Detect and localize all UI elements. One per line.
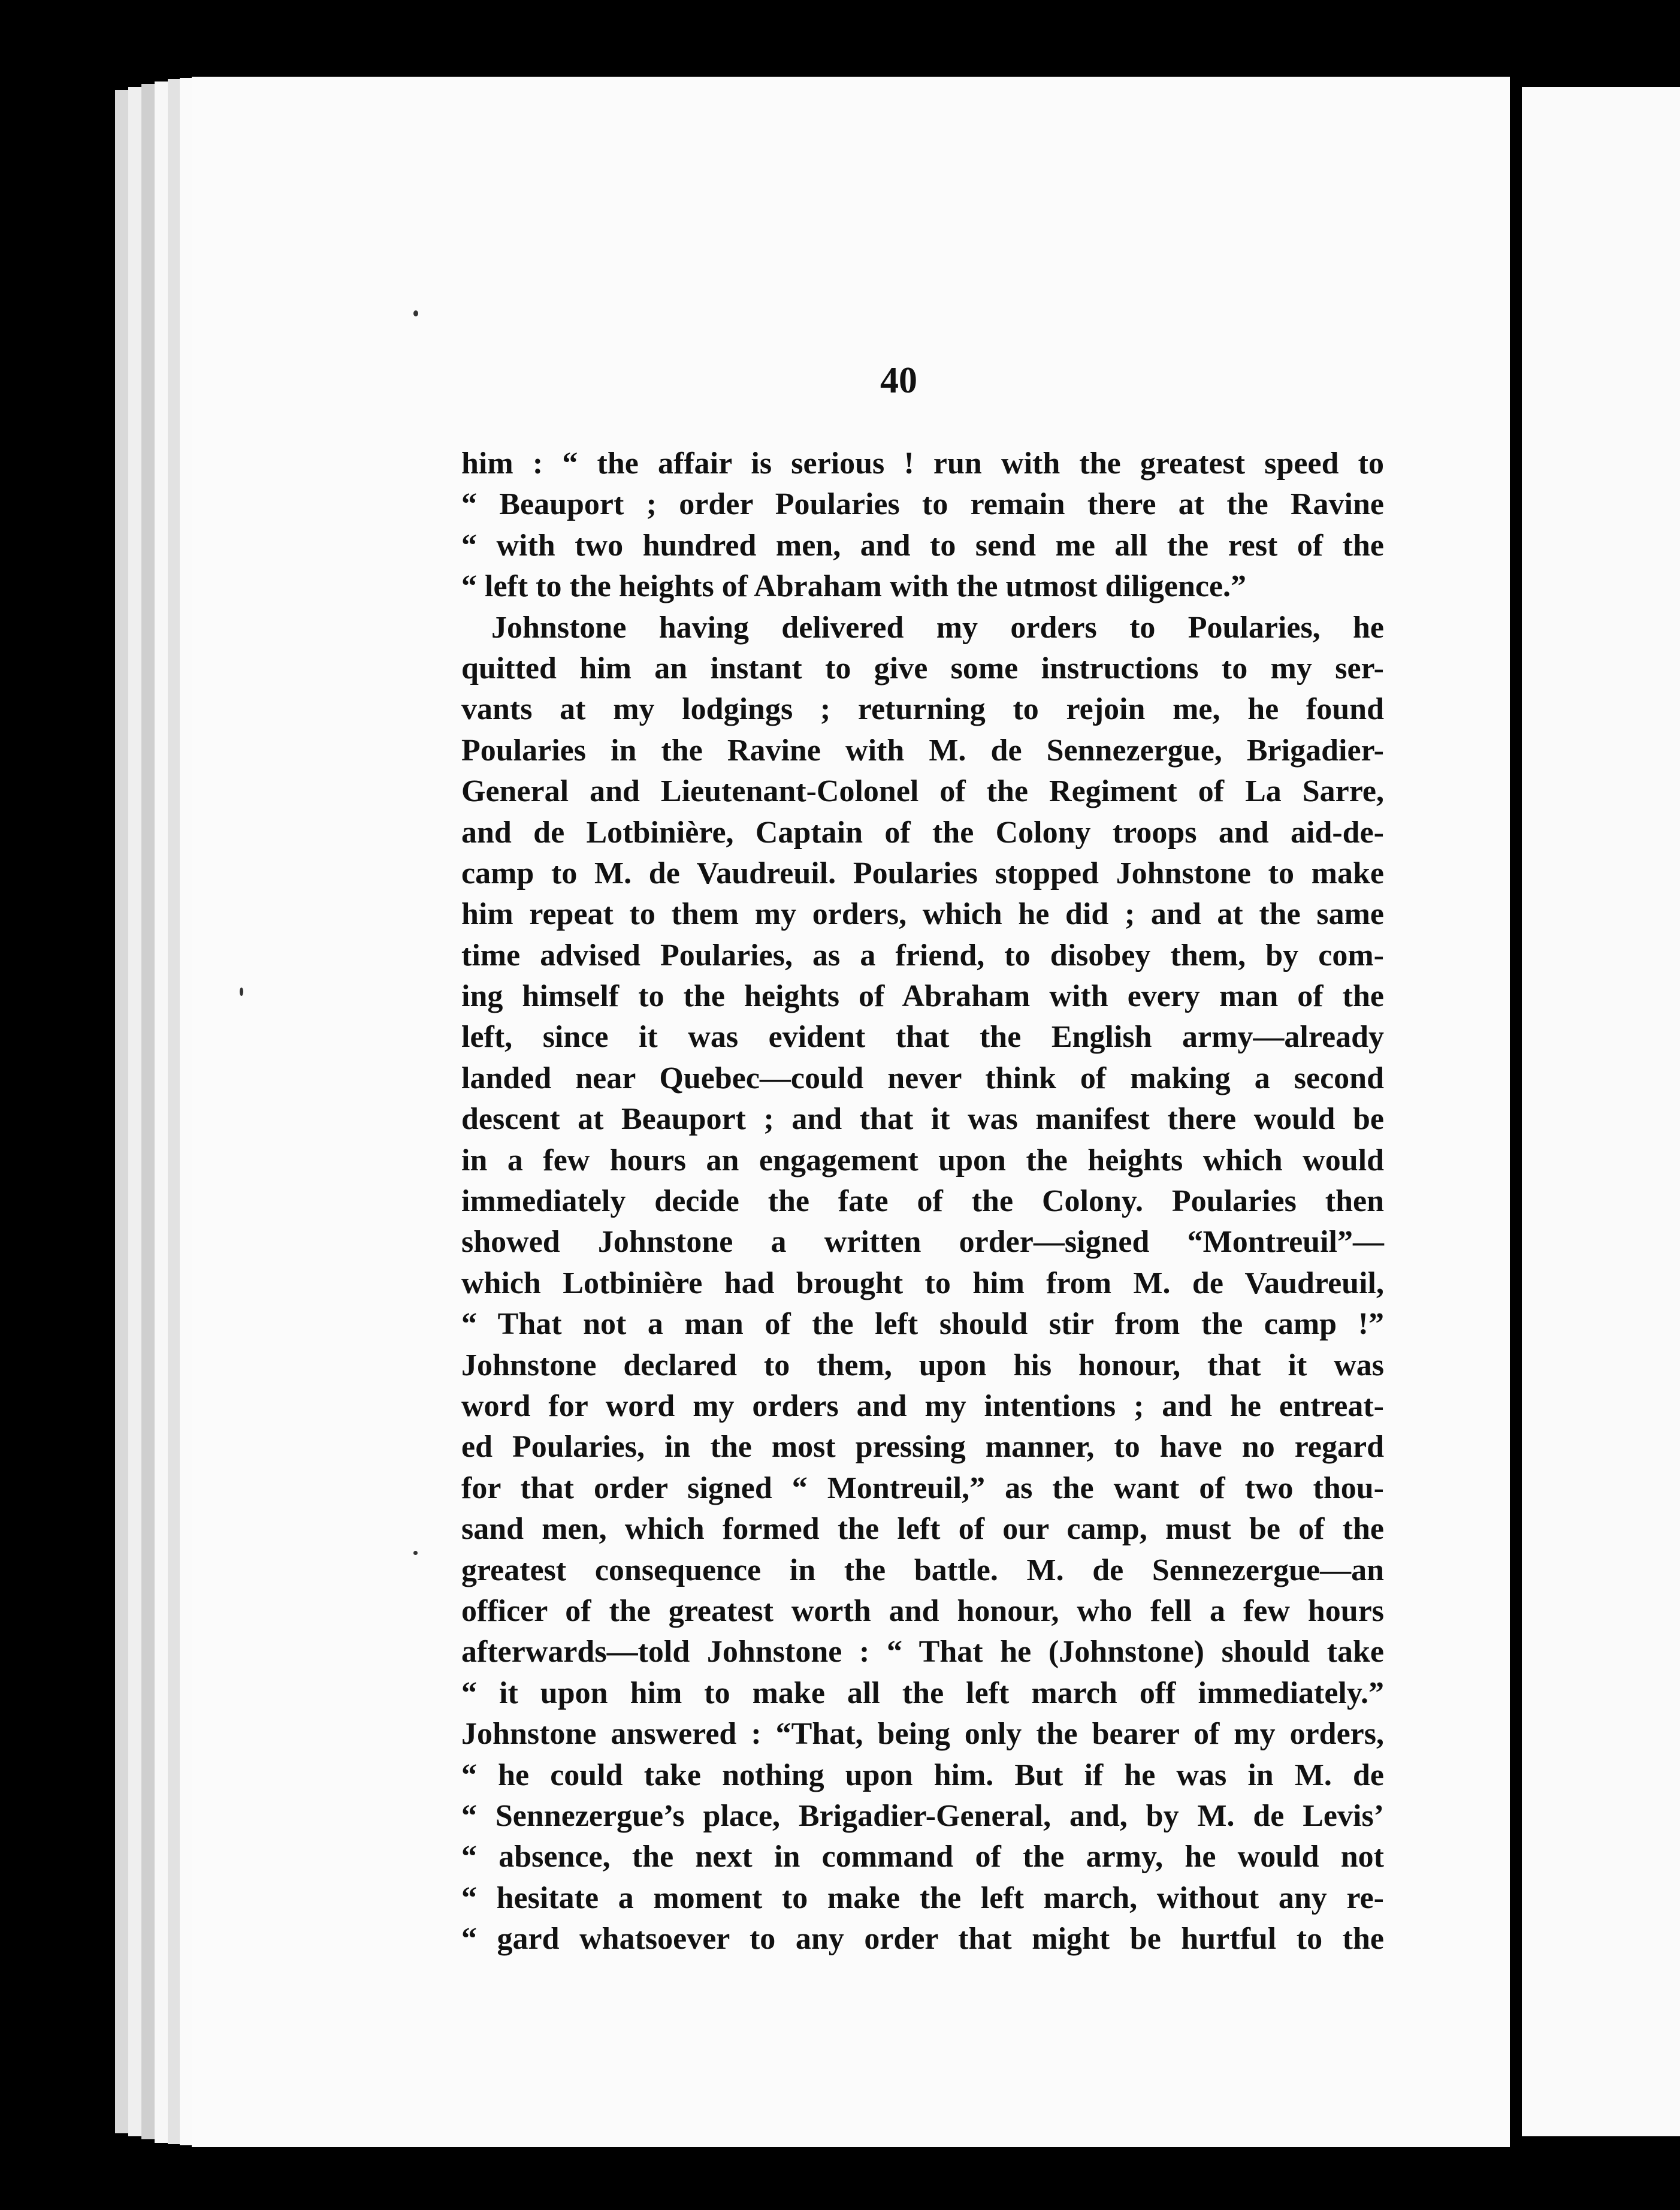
text-line: him repeat to them my orders, which he did ; and at the same <box>461 897 1384 932</box>
page-number: 40 <box>880 360 917 401</box>
text-line: “ it upon him to make all the left march off immediately.” <box>461 1675 1384 1710</box>
text-line: left, since it was evident that the English army—already <box>461 1020 1384 1055</box>
text-line: in a few hours an engagement upon the heights which would <box>461 1143 1384 1178</box>
text-line: ing himself to the heights of Abraham with every man of the <box>461 979 1384 1014</box>
page-body-text <box>461 443 1384 1960</box>
text-line: Johnstone having delivered my orders to Poularies, he <box>491 610 1384 645</box>
text-line: Johnstone answered : “That, being only the bearer of my orders, <box>461 1717 1384 1752</box>
paper-speck <box>413 310 418 316</box>
text-line: “ left to the heights of Abraham with the utmost diligence.” <box>461 569 1247 604</box>
text-line: him : “ the affair is serious ! run with the greatest speed to <box>461 446 1384 481</box>
facing-page <box>1522 87 1680 2136</box>
text-line: descent at Beauport ; and that it was manifest there would be <box>461 1102 1384 1137</box>
text-line: and de Lotbinière, Captain of the Colony troops and aid-de- <box>461 815 1384 850</box>
text-line: greatest consequence in the battle. M. de Sennezergue—an <box>461 1553 1384 1587</box>
text-line: sand men, which formed the left of our camp, must be of the <box>461 1512 1384 1547</box>
text-line: officer of the greatest worth and honour, who fell a few hours <box>461 1593 1384 1628</box>
text-line: “ he could take nothing upon him. But if he was in M. de <box>461 1758 1384 1792</box>
text-line: “ hesitate a moment to make the left march, without any re- <box>461 1880 1384 1915</box>
text-line: Johnstone declared to them, upon his honour, that it was <box>461 1348 1384 1382</box>
text-line: afterwards—told Johnstone : “ That he (Johnstone) should take <box>461 1635 1384 1669</box>
text-line: General and Lieutenant-Colonel of the Regiment of La Sarre, <box>461 774 1384 809</box>
text-line: “ That not a man of the left should stir from the camp !” <box>461 1307 1384 1342</box>
text-line: “ with two hundred men, and to send me all the rest of the <box>461 528 1384 563</box>
text-line: quitted him an instant to give some instructions to my ser- <box>461 651 1384 686</box>
text-line: ed Poularies, in the most pressing manner, to have no regard <box>461 1430 1384 1465</box>
text-line: for that order signed “ Montreuil,” as the want of two thou- <box>461 1471 1384 1505</box>
text-line: camp to M. de Vaudreuil. Poularies stopped Johnstone to make <box>461 856 1384 890</box>
text-line: showed Johnstone a written order—signed “Montreuil”— <box>461 1225 1384 1260</box>
text-line: “ absence, the next in command of the army, he would not <box>461 1840 1384 1874</box>
text-line: Poularies in the Ravine with M. de Sennezergue, Brigadier- <box>461 733 1384 768</box>
text-line: “ Sennezergue’s place, Brigadier-General, and, by M. de Levis’ <box>461 1798 1384 1833</box>
text-line: landed near Quebec—could never think of making a second <box>461 1061 1384 1095</box>
text-line: time advised Poularies, as a friend, to disobey them, by com- <box>461 938 1384 973</box>
paper-speck <box>413 1551 418 1555</box>
text-line: vants at my lodgings ; returning to rejoin me, he found <box>461 692 1384 727</box>
text-line: “ gard whatsoever to any order that might be hurtful to the <box>461 1922 1384 1957</box>
text-line: which Lotbinière had brought to him from M. de Vaudreuil, <box>461 1266 1384 1300</box>
paper-speck <box>240 988 243 996</box>
text-line: word for word my orders and my intentions ; and he entreat- <box>461 1388 1384 1423</box>
text-line: immediately decide the fate of the Colony. Poularies then <box>461 1184 1384 1219</box>
text-line: “ Beauport ; order Poularies to remain there at the Ravine <box>461 487 1384 522</box>
